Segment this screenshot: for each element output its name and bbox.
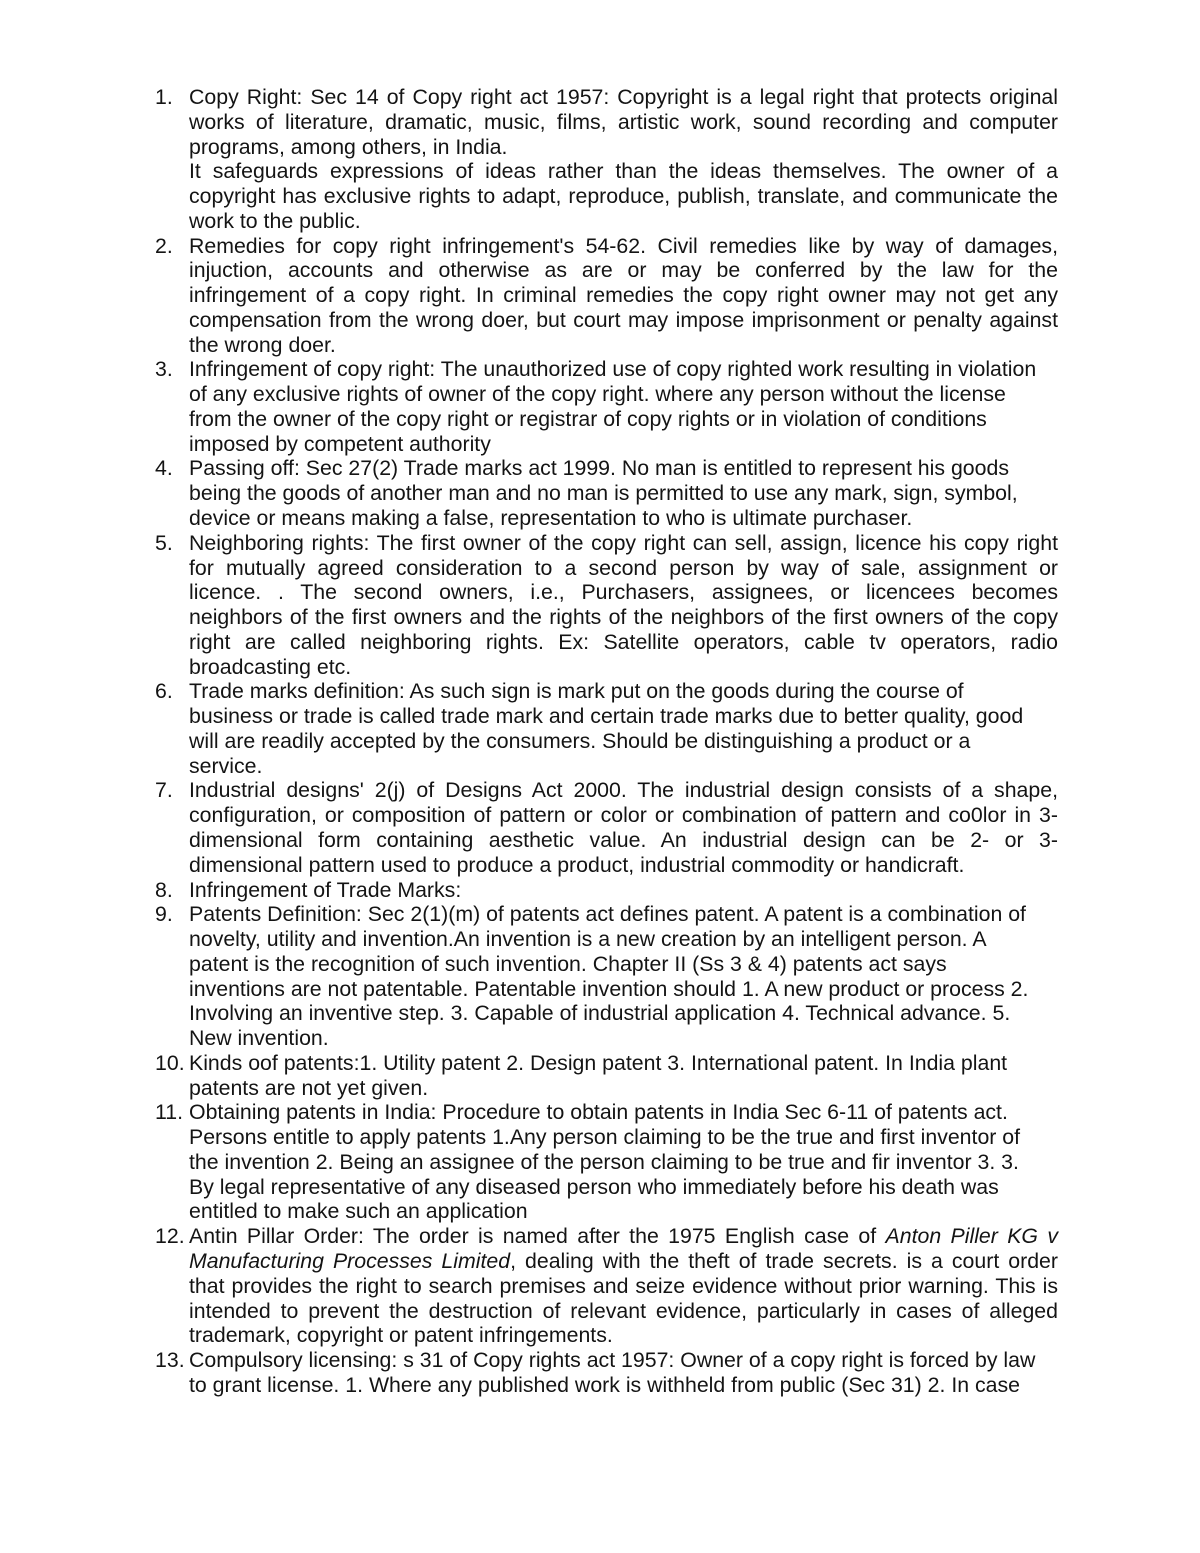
item-number: 8. bbox=[155, 877, 173, 902]
item-line: infringement of a copy right. In criminal remedies the copy right owner may not get any bbox=[189, 283, 1058, 308]
item-line: will are readily accepted by the consumers. Should be distinguishing a product or a bbox=[189, 728, 971, 753]
item-line: patent is the recognition of such invention. Chapter II (Ss 3 & 4) patents act says bbox=[189, 951, 947, 976]
list-item-3 bbox=[155, 357, 1058, 456]
item-line: Patents Definition: Sec 2(1)(m) of patents act defines patent. A patent is a combination of bbox=[189, 902, 1026, 927]
list-item-13 bbox=[155, 1348, 1058, 1398]
item-line: It safeguards expressions of ideas rather than the ideas themselves. The owner of a bbox=[189, 159, 1058, 184]
item-line: from the owner of the copy right or registrar of copy rights or in violation of conditions bbox=[189, 406, 987, 431]
item-number: 6. bbox=[155, 679, 173, 704]
list-item-9 bbox=[155, 902, 1058, 1051]
list-item-11 bbox=[155, 1100, 1058, 1224]
item-line: Remedies for copy right infringement's 54-62. Civil remedies like by way of damages, bbox=[189, 233, 1058, 258]
item-text bbox=[189, 778, 1058, 877]
item-line-text: , dealing with the theft of trade secrets. is a court order bbox=[510, 1248, 1058, 1273]
item-line: Industrial designs' 2(j) of Designs Act 2000. The industrial design consists of a shape, bbox=[189, 778, 1058, 803]
item-line: the invention 2. Being an assignee of the person claiming to be true and fir inventor 3. 3. bbox=[189, 1149, 1019, 1174]
item-line: the wrong doer. bbox=[189, 332, 336, 357]
item-line: of any exclusive rights of owner of the copy right. where any person without the license bbox=[189, 382, 1006, 407]
item-number: 3. bbox=[155, 357, 173, 382]
item-line: New invention. bbox=[189, 1026, 329, 1051]
list-item-12 bbox=[155, 1224, 1058, 1348]
list-item-2 bbox=[155, 234, 1058, 358]
item-number: 9. bbox=[155, 902, 173, 927]
item-line: imposed by competent authority bbox=[189, 431, 491, 456]
item-line: trademark, copyright or patent infringements. bbox=[189, 1323, 613, 1348]
item-text bbox=[189, 85, 1058, 234]
item-line: to grant license. 1. Where any published work is withheld from public (Sec 31) 2. In case bbox=[189, 1372, 1020, 1397]
item-line: copyright has exclusive rights to adapt, reproduce, publish, translate, and communicate the bbox=[189, 184, 1058, 209]
item-line: Copy Right: Sec 14 of Copy right act 1957: Copyright is a legal right that protects original bbox=[189, 85, 1058, 109]
item-line: intended to prevent the destruction of relevant evidence, particularly in cases of alleged bbox=[189, 1298, 1058, 1323]
item-number: 4. bbox=[155, 456, 173, 481]
item-line: Neighboring rights: The first owner of the copy right can sell, assign, licence his copy right bbox=[189, 530, 1058, 555]
item-line: Involving an inventive step. 3. Capable of industrial application 4. Technical advance. 5. bbox=[189, 1001, 1011, 1026]
item-text bbox=[189, 531, 1058, 680]
item-line: dimensional form containing aesthetic value. An industrial design can be 2- or 3- bbox=[189, 827, 1058, 852]
item-line: Kinds oof patents:1. Utility patent 2. Design patent 3. International patent. In India plant bbox=[189, 1050, 1008, 1075]
item-line: being the goods of another man and no man is permitted to use any mark, sign, symbol, bbox=[189, 481, 1018, 506]
numbered-list bbox=[155, 85, 1058, 1398]
item-number: 11. bbox=[155, 1100, 184, 1125]
item-text bbox=[189, 902, 1058, 1051]
item-line: patents are not yet given. bbox=[189, 1075, 429, 1100]
item-line: service. bbox=[189, 753, 263, 778]
item-line: Obtaining patents in India: Procedure to obtain patents in India Sec 6-11 of patents act. bbox=[189, 1100, 1008, 1125]
item-text bbox=[189, 679, 1058, 778]
item-line: works of literature, dramatic, music, films, artistic work, sound recording and computer bbox=[189, 109, 1058, 134]
item-line: that provides the right to search premises and seize evidence without prior warning. This is bbox=[189, 1273, 1058, 1298]
item-number: 1. bbox=[155, 85, 173, 109]
item-text bbox=[189, 234, 1058, 358]
list-item-7 bbox=[155, 778, 1058, 877]
item-line: licence. . The second owners, i.e., Purchasers, assignees, or licencees becomes bbox=[189, 580, 1058, 605]
item-line: inventions are not patentable. Patentable invention should 1. A new product or process 2. bbox=[189, 976, 1029, 1001]
item-line: configuration, or composition of pattern or color or combination of pattern and co0lor in 3- bbox=[189, 803, 1058, 828]
item-text bbox=[189, 1100, 1058, 1224]
item-text bbox=[189, 1051, 1058, 1101]
item-line: broadcasting etc. bbox=[189, 654, 352, 679]
list-item-6 bbox=[155, 679, 1058, 778]
case-name-italic: Manufacturing Processes Limited bbox=[189, 1248, 511, 1273]
item-number: 13. bbox=[155, 1348, 185, 1373]
item-line: Compulsory licensing: s 31 of Copy rights act 1957: Owner of a copy right is forced by law bbox=[189, 1348, 1036, 1373]
item-line bbox=[189, 1249, 1058, 1274]
item-line: business or trade is called trade mark and certain trade marks due to better quality, good bbox=[189, 704, 1024, 729]
item-text bbox=[189, 456, 1058, 530]
item-line: right are called neighboring rights. Ex: Satellite operators, cable tv operators, radio bbox=[189, 629, 1058, 654]
item-line: entitled to make such an application bbox=[189, 1199, 528, 1224]
item-text bbox=[189, 357, 1058, 456]
item-line: Passing off: Sec 27(2) Trade marks act 1999. No man is entitled to represent his goods bbox=[189, 456, 1009, 481]
item-number: 10. bbox=[155, 1050, 185, 1075]
item-line: for mutually agreed consideration to a second person by way of sale, assignment or bbox=[189, 555, 1058, 580]
item-line: Trade marks definition: As such sign is mark put on the goods during the course of bbox=[189, 679, 964, 704]
item-line: injuction, accounts and otherwise as are or may be conferred by the law for the bbox=[189, 258, 1058, 283]
item-number: 7. bbox=[155, 778, 173, 803]
item-line: Infringement of Trade Marks: bbox=[189, 877, 462, 902]
item-line: By legal representative of any diseased person who immediately before his death was bbox=[189, 1174, 999, 1199]
list-item-4 bbox=[155, 456, 1058, 530]
list-item-5 bbox=[155, 531, 1058, 680]
item-line: Infringement of copy right: The unauthorized use of copy righted work resulting in violation bbox=[189, 357, 1037, 382]
item-line-text: Antin Pillar Order: The order is named after the 1975 English case of bbox=[189, 1224, 886, 1249]
item-line: dimensional pattern used to produce a product, industrial commodity or handicraft. bbox=[189, 852, 965, 877]
item-line bbox=[189, 1224, 1058, 1249]
list-item-10 bbox=[155, 1051, 1058, 1101]
item-number: 12. bbox=[155, 1224, 185, 1249]
item-line: Persons entitle to apply patents 1.Any person claiming to be the true and first inventor of bbox=[189, 1125, 1021, 1150]
case-name-italic: Anton Piller KG v bbox=[885, 1224, 1058, 1249]
list-item-8 bbox=[155, 878, 1058, 903]
list-item-1 bbox=[155, 85, 1058, 234]
item-text bbox=[189, 1348, 1058, 1398]
item-number: 5. bbox=[155, 530, 173, 555]
item-text bbox=[189, 878, 1058, 903]
item-line: neighbors of the first owners and the rights of the neighbors of the first owners of the copy bbox=[189, 605, 1058, 630]
item-line: novelty, utility and invention.An invention is a new creation by an intelligent person. A bbox=[189, 927, 987, 952]
item-line: work to the public. bbox=[189, 208, 361, 233]
item-number: 2. bbox=[155, 233, 173, 258]
item-line: programs, among others, in India. bbox=[189, 134, 508, 159]
item-text bbox=[189, 1224, 1058, 1348]
item-line: device or means making a false, representation to who is ultimate purchaser. bbox=[189, 506, 913, 531]
item-line: compensation from the wrong doer, but court may impose imprisonment or penalty against bbox=[189, 307, 1058, 332]
